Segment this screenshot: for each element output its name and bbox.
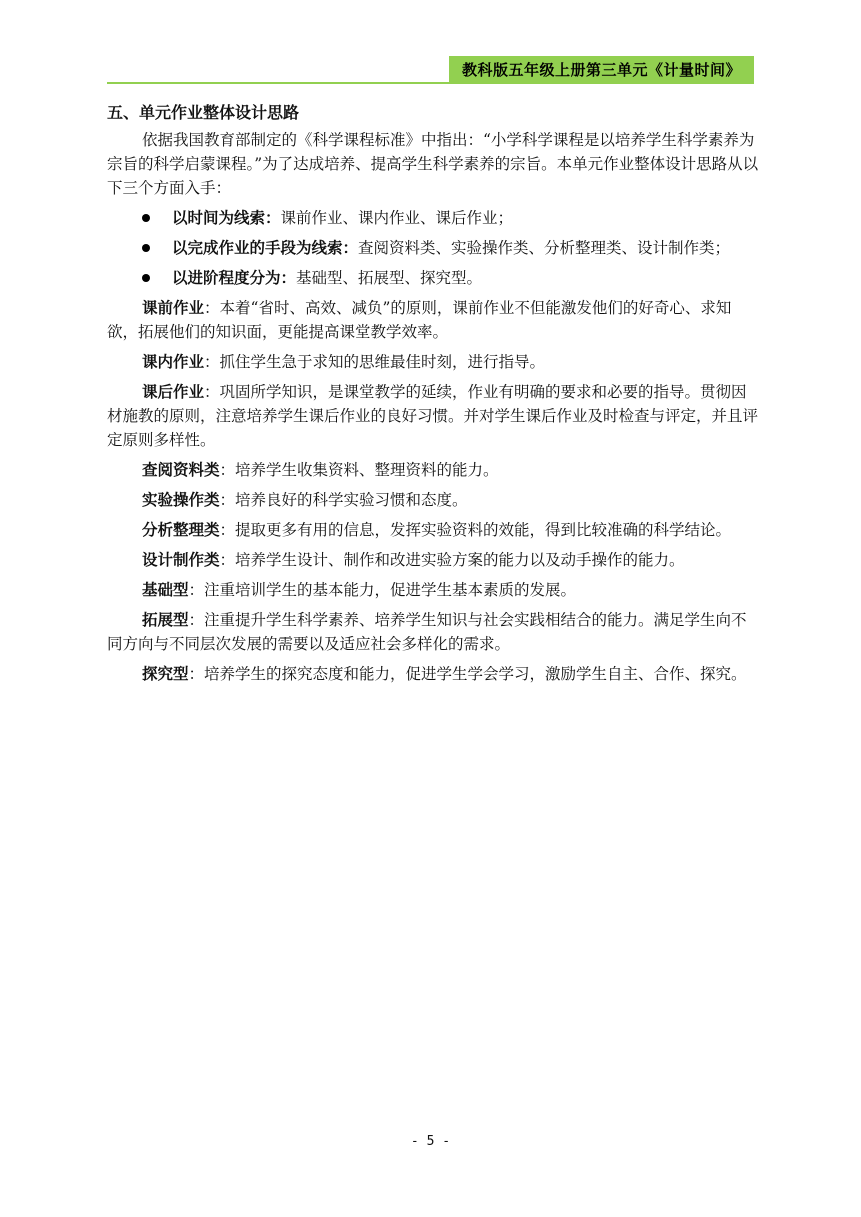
definition-text: ：培养良好的科学实验习惯和态度。 [219,491,468,509]
definition-paragraph [107,548,762,572]
bullet-dot-icon [142,214,150,222]
definition-text: ：培养学生设计、制作和改进实验方案的能力以及动手操作的能力。 [219,551,685,569]
definition-text: ：提取更多有用的信息，发挥实验资料的效能，得到比较准确的科学结论。 [219,521,732,539]
definition-paragraph [107,458,762,482]
definition-text: ：培养学生收集资料、整理资料的能力。 [219,461,499,479]
definition-label: 拓展型 [142,611,189,629]
bullet-text: 查阅资料类、实验操作类、分析整理类、设计制作类； [358,239,731,257]
definition-label: 实验操作类 [142,491,220,509]
definition-label: 课前作业 [142,299,205,317]
definition-paragraph [107,488,762,512]
bullet-item [107,206,762,230]
header-rule [107,82,754,84]
definition-paragraph [107,518,762,542]
document-body [107,100,762,692]
definition-label: 基础型 [142,581,189,599]
bullet-dot-icon [142,274,150,282]
bullet-item [107,266,762,290]
definition-paragraph [107,608,762,656]
definition-paragraph [107,662,762,686]
definition-label: 查阅资料类 [142,461,220,479]
definition-text: ：本着“省时、高效、减负”的原则，课前作业不但能激发他们的好奇心、求知欲，拓展他们的知识面，更能提高课堂教学效率。 [107,299,732,341]
definition-label: 课后作业 [142,383,205,401]
section-heading: 五、单元作业整体设计思路 [107,103,300,122]
bullet-label: 以完成作业的手段为线索： [172,239,359,257]
bullet-text: 基础型、拓展型、探究型。 [296,269,483,287]
definition-text: ：培养学生的探究态度和能力，促进学生学会学习，激励学生自主、合作、探究。 [188,665,747,683]
definition-text: ：注重提升学生科学素养、培养学生知识与社会实践相结合的能力。满足学生向不同方向与不同层次发展的需要以及适应社会多样化的需求。 [107,611,747,653]
definition-text: ：巩固所学知识，是课堂教学的延续，作业有明确的要求和必要的指导。贯彻因材施教的原则，注意培养学生课后作业的良好习惯。并对学生课后作业及时检查与评定，并且评定原则多样性。 [107,383,759,449]
definition-paragraph [107,380,762,452]
definition-text: ：注重培训学生的基本能力，促进学生基本素质的发展。 [188,581,577,599]
bullet-text: 课前作业、课内作业、课后作业； [280,209,514,227]
definition-paragraph [107,296,762,344]
bullet-label: 以时间为线索： [172,209,281,227]
bullet-label: 以进阶程度分为： [172,269,297,287]
definition-label: 分析整理类 [142,521,220,539]
definition-paragraph [107,578,762,602]
header-title: 教科版五年级上册第三单元《计量时间》 [449,56,754,82]
intro-paragraph: 依据我国教育部制定的《科学课程标准》中指出：“小学科学课程是以培养学生科学素养为宗旨的科学启蒙课程。”为了达成培养、提高学生科学素养的宗旨。本单元作业整体设计思路从以下三个方面入手： [107,131,759,197]
definition-label: 课内作业 [142,353,205,371]
definition-label: 设计制作类 [142,551,220,569]
bullet-item [107,236,762,260]
bullet-dot-icon [142,244,150,252]
definition-text: ：抓住学生急于求知的思维最佳时刻，进行指导。 [204,353,546,371]
page-number: - 5 - [410,1134,451,1149]
definition-label: 探究型 [142,665,189,683]
definition-paragraph [107,350,762,374]
